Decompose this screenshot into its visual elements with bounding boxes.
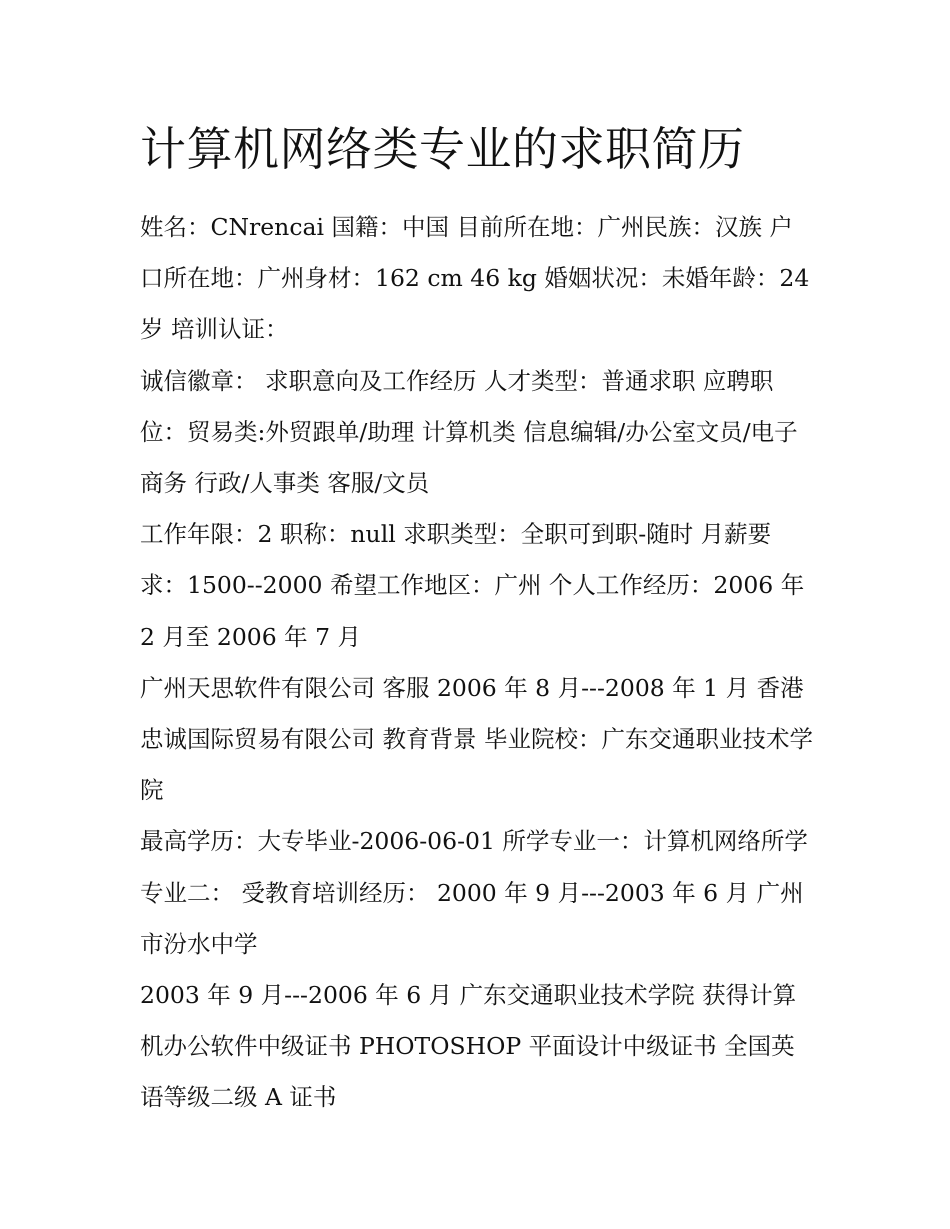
document-body (140, 118, 815, 1124)
personal-info-paragraph: 姓名：CNrencai 国籍：中国 目前所在地：广州民族：汉族 户口所在地：广州身材：162 cm 46 kg 婚姻状况：未婚年龄：24 岁 培训认证： (140, 213, 810, 344)
document-title: 计算机网络类专业的求职简历 (140, 122, 745, 176)
certificates-paragraph: 2003 年 9 月---2006 年 6 月 广东交通职业技术学院 获得计算机办公软件中级证书 PHOTOSHOP 平面设计中级证书 全国英语等级二级 A 证书 (140, 981, 797, 1112)
job-intention-paragraph: 诚信徽章： 求职意向及工作经历 人才类型：普通求职 应聘职位：贸易类:外贸跟单/助理 计算机类 信息编辑/办公室文员/电子商务 行政/人事类 客服/文员 (140, 366, 798, 498)
education-paragraph: 最高学历：大专毕业-2006-06-01 所学专业一：计算机网络所学专业二： 受教育培训经历： 2000 年 9 月---2003 年 6 月 广州市汾水中学 (140, 827, 808, 958)
work-history-paragraph: 广州天思软件有限公司 客服 2006 年 8 月---2008 年 1 月 香港忠诚国际贸易有限公司 教育背景 毕业院校：广东交通职业技术学院 (140, 673, 813, 805)
work-requirements-paragraph: 工作年限：2 职称：null 求职类型：全职可到职-随时 月薪要求：1500--2000 希望工作地区：广州 个人工作经历：2006 年 2 月至 2006 年 7 月 (140, 520, 805, 651)
